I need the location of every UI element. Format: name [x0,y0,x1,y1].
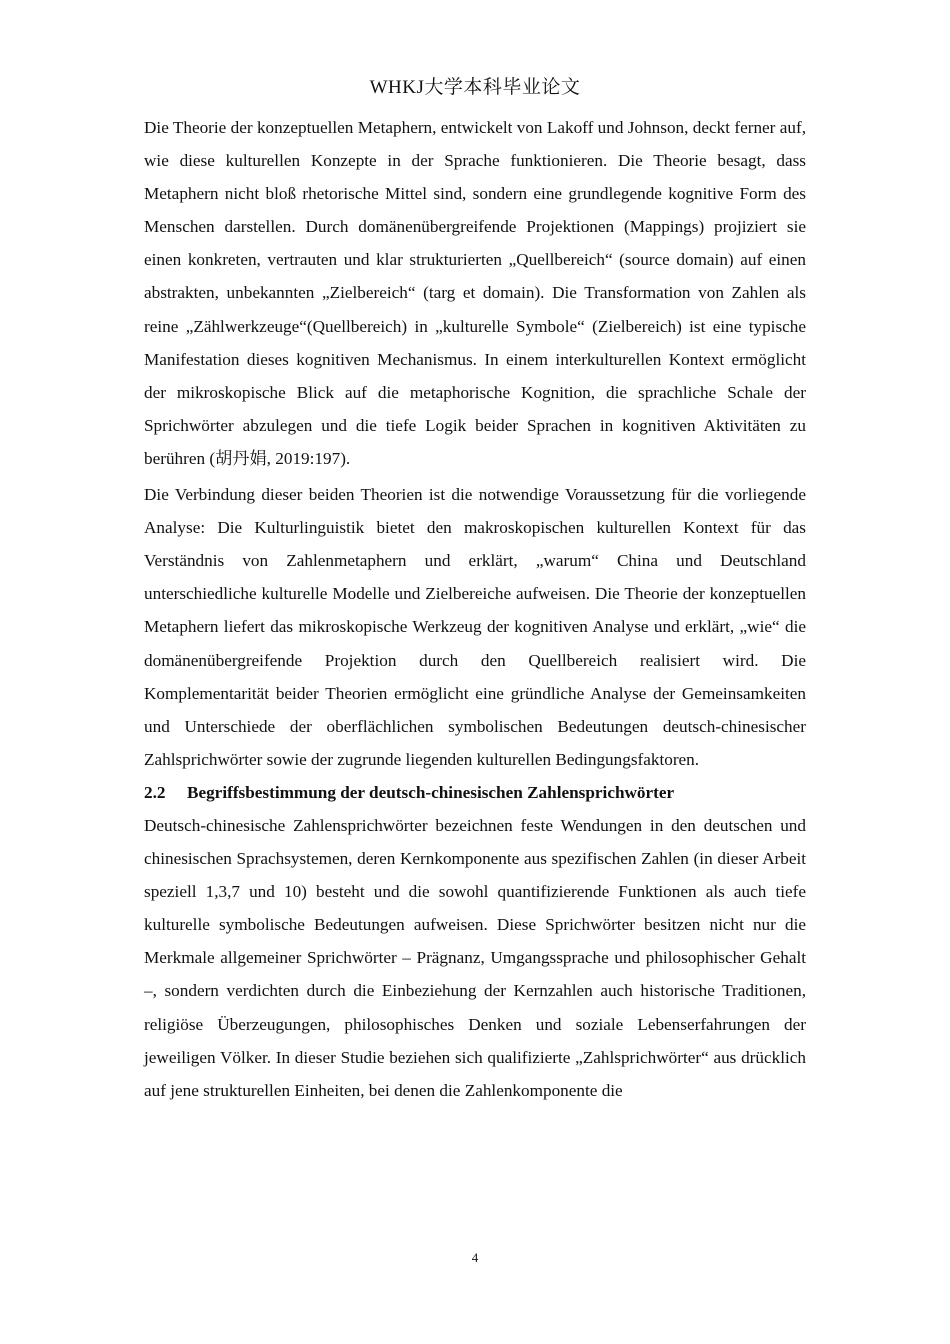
section-number: 2.2 [144,782,166,802]
paragraph-theory-combination: Die Verbindung dieser beiden Theorien ist die notwendige Voraussetzung für die vorliegende Analyse: Die Kulturlinguistik bietet den makroskopischen kulturellen Kontext für das Verständnis von Zahlenmetaphern und erklärt, „warum“ China und Deutschland unterschiedliche kulturelle Modelle und Zielbereiche aufweisen. Die Theorie der konzeptuellen Metaphern liefert das mikroskopische Werkzeug der kognitiven Analyse und erklärt, „wie“ die domänenübergreifende Projektion durch den Quellbereich realisiert wird. Die Komplementarität beider Theorien ermöglicht eine gründliche Analyse der Gemeinsamkeiten und Unterschiede der oberflächlichen symbolischen Bedeutungen deutsch-chinesischer Zahlsprichwörter sowie der zugrunde liegenden kulturellen Bedingungsfaktoren. [144,485,806,769]
paragraph-definition: Deutsch-chinesische Zahlensprichwörter bezeichnen feste Wendungen in den deutschen und chinesischen Sprachsystemen, deren Kernkomponente aus spezifischen Zahlen (in dieser Arbeit speziell 1,3,7 und 10) besteht und die sowohl quantifizierende Funktionen als auch tiefe kulturelle symbolische Bedeutungen aufweisen. Diese Sprichwörter besitzen nicht nur die Merkmale allgemeiner Sprichwörter – Prägnanz, Umgangssprache und philosophischer Gehalt –, sondern verdichten durch die Einbeziehung der Kernzahlen auch historische Traditionen, religiöse Überzeugungen, philosophisches Denken und soziale Lebenserfahrungen der jeweiligen Völker. In dieser Studie beziehen sich qualifizierte „Zahlsprichwörter“ aus drücklich auf jene strukturellen Einheiten, bei denen die Zahlenkomponente die [144,815,806,1100]
section-title: Begriffsbestimmung der deutsch-chinesischen Zahlensprichwörter [187,782,675,802]
section-heading [144,776,806,809]
paragraph-metaphor-theory: Die Theorie der konzeptuellen Metaphern, entwickelt von Lakoff und Johnson, deckt ferner auf, wie diese kulturellen Konzepte in der Sprache funktionieren. Die Theorie besagt, dass Metaphern nicht bloß rhetorische Mittel sind, sondern eine grundlegende kognitive Form des Menschen darstellen. Durch domänenübergreifende Projektionen (Mappings) projiziert sie einen konkreten, vertrauten und klar strukturierten „Quellbereich“ (source domain) auf einen abstrakten, unbekannten „Zielbereich“ (targ et domain). Die Transformation von Zahlen als reine „Zählwerkzeuge“(Quellbereich) in „kulturelle Symbole“ (Zielbereich) ist eine typische Manifestation dieses kognitiven Mechanismus. In einem interkulturellen Kontext ermöglicht der mikroskopische Blick auf die metaphorische Kognition, die sprachliche Schale der Sprichwörter abzulegen und die tiefe Logik beider Sprachen in kognitiven Aktivitäten zu berühren (胡丹娟, 2019:197). [144,118,806,468]
running-header: WHKJ大学本科毕业论文 [369,77,581,98]
page-number: 4 [471,1250,479,1265]
body-text [144,111,806,1107]
